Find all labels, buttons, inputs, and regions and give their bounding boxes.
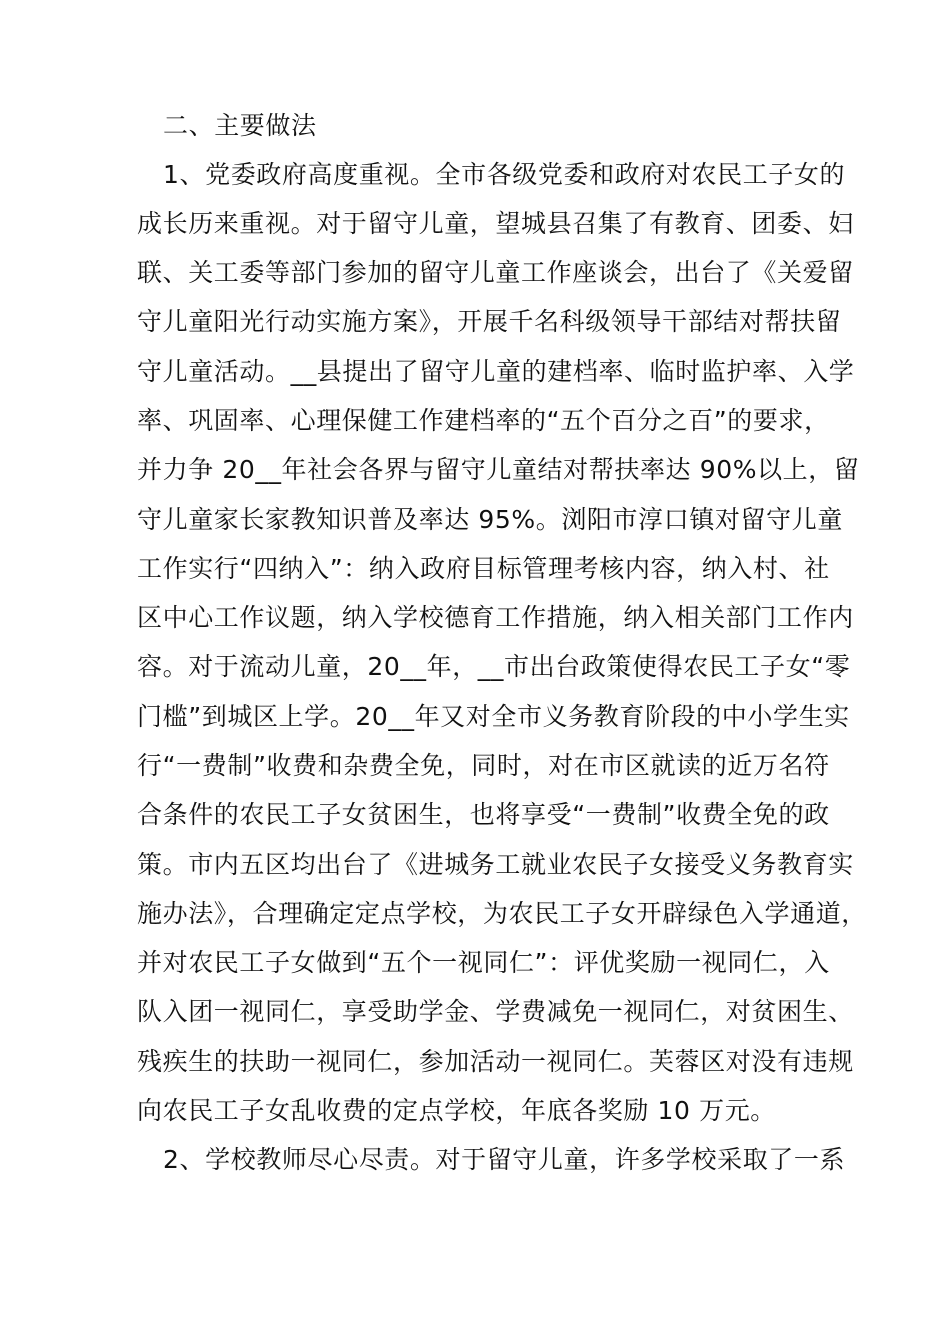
paragraph-1-line: 容。对于流动儿童，20__年，__市出台政策使得农民工子女“零	[137, 652, 851, 681]
paragraph-1-line: 1、党委政府高度重视。全市各级党委和政府对农民工子女的	[163, 160, 846, 189]
paragraph-1-line: 策。市内五区均出台了《进城务工就业农民子女接受义务教育实	[137, 850, 854, 879]
paragraph-1-line: 合条件的农民工子女贫困生，也将享受“一费制”收费全免的政	[137, 800, 830, 829]
paragraph-1-line: 区中心工作议题，纳入学校德育工作措施，纳入相关部门工作内	[137, 603, 854, 632]
paragraph-1-line: 守儿童阳光行动实施方案》，开展千名科级领导干部结对帮扶留	[137, 307, 842, 336]
paragraph-1-line: 工作实行“四纳入”：纳入政府目标管理考核内容，纳入村、社	[137, 554, 830, 583]
paragraph-1-line: 联、关工委等部门参加的留守儿童工作座谈会，出台了《关爱留	[137, 258, 854, 287]
paragraph-1-line: 守儿童活动。__县提出了留守儿童的建档率、临时监护率、入学	[137, 357, 855, 386]
paragraph-1-line: 并对农民工子女做到“五个一视同仁”：评优奖励一视同仁，入	[137, 948, 830, 977]
paragraph-1-line: 并力争 20__年社会各界与留守儿童结对帮扶率达 90%以上，留	[137, 455, 860, 484]
paragraph-1-line: 守儿童家长家教知识普及率达 95%。浏阳市淳口镇对留守儿童	[137, 505, 843, 534]
section-heading: 二、主要做法	[163, 111, 317, 140]
paragraph-1-line: 门槛”到城区上学。20__年又对全市义务教育阶段的中小学生实	[137, 702, 850, 731]
paragraph-1-line: 行“一费制”收费和杂费全免，同时，对在市区就读的近万名符	[137, 751, 830, 780]
paragraph-1-line: 成长历来重视。对于留守儿童，望城县召集了有教育、团委、妇	[137, 209, 854, 238]
paragraph-2-line: 2、学校教师尽心尽责。对于留守儿童，许多学校采取了一系	[163, 1145, 846, 1174]
paragraph-1-line: 率、巩固率、心理保健工作建档率的“五个百分之百”的要求，	[137, 406, 830, 435]
paragraph-1-line: 施办法》，合理确定定点学校，为农民工子女开辟绿色入学通道，	[137, 899, 867, 928]
paragraph-1-line: 向农民工子女乱收费的定点学校，年底各奖励 10 万元。	[137, 1096, 776, 1125]
paragraph-1-line: 残疾生的扶助一视同仁，参加活动一视同仁。芙蓉区对没有违规	[137, 1047, 854, 1076]
paragraph-1-line: 队入团一视同仁，享受助学金、学费减免一视同仁，对贫困生、	[137, 997, 854, 1026]
